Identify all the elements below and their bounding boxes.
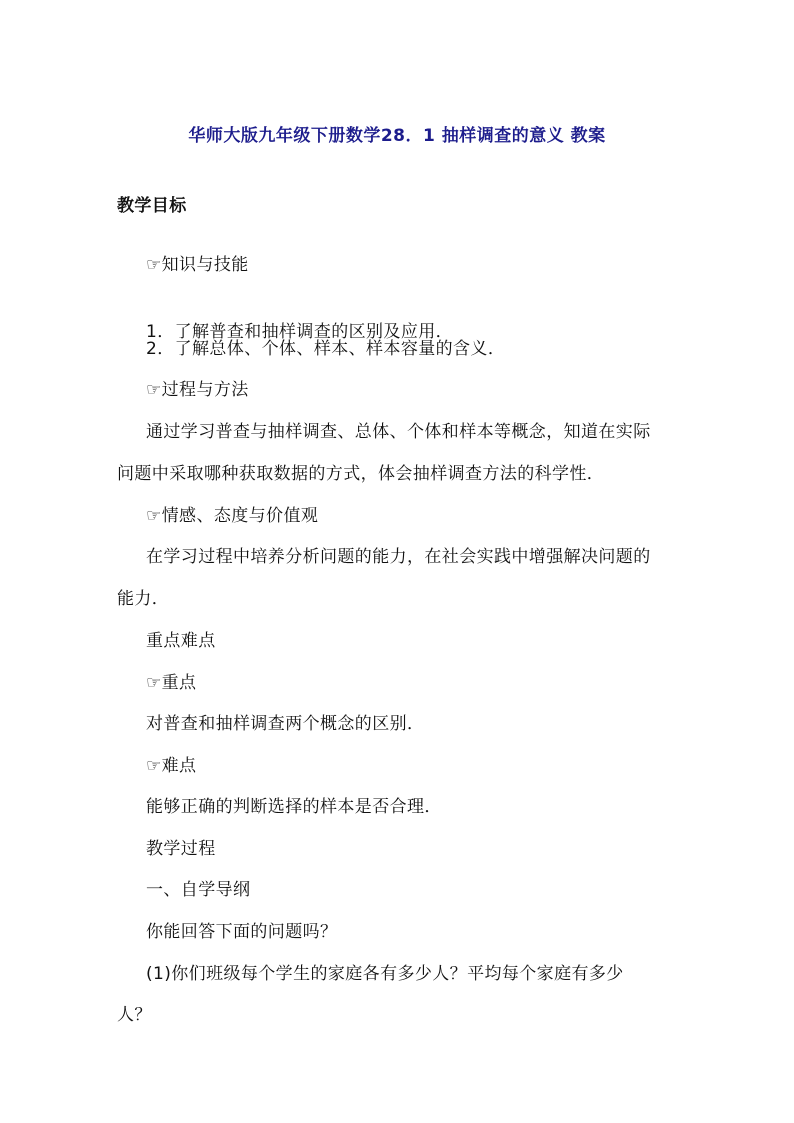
paragraph-line: 能够正确的判断选择的样本是否合理． <box>146 797 442 817</box>
subheading-emotion-values: ☞情感、态度与价值观 <box>146 506 319 526</box>
subheading-key-difficult: 重点难点 <box>146 631 216 651</box>
section-heading: 教学目标 <box>117 196 187 216</box>
subheading-knowledge-skills: ☞知识与技能 <box>146 255 249 275</box>
subheading-process-method: ☞过程与方法 <box>146 380 249 400</box>
subheading-difficulties: ☞难点 <box>146 756 197 776</box>
paragraph-line: 2．了解总体、个体、样本、样本容量的含义． <box>146 339 506 359</box>
paragraph-line: 对普查和抽样调查两个概念的区别． <box>146 714 425 734</box>
paragraph-line: 你能回答下面的问题吗？ <box>146 922 338 942</box>
subheading-teaching-process: 教学过程 <box>146 839 216 859</box>
subheading-key-points: ☞重点 <box>146 673 197 693</box>
subheading-self-study: 一、自学导纲 <box>146 880 251 900</box>
paragraph-line: 1．了解普查和抽样调查的区别及应用． <box>146 322 454 342</box>
document-title: 华师大版九年级下册数学28．1 抽样调查的意义 教案 <box>188 126 606 146</box>
paragraph-line: 通过学习普查与抽样调查、总体、个体和样本等概念，知道在实际 <box>146 422 651 442</box>
paragraph-line: 能力． <box>117 589 170 609</box>
paragraph-line: (1)你们班级每个学生的家庭各有多少人？平均每个家庭有多少 <box>146 964 624 984</box>
paragraph-line: 在学习过程中培养分析问题的能力，在社会实践中增强解决问题的 <box>146 547 651 567</box>
paragraph-line: 人？ <box>117 1005 152 1025</box>
paragraph-line: 问题中采取哪种获取数据的方式，体会抽样调查方法的科学性． <box>117 464 605 484</box>
